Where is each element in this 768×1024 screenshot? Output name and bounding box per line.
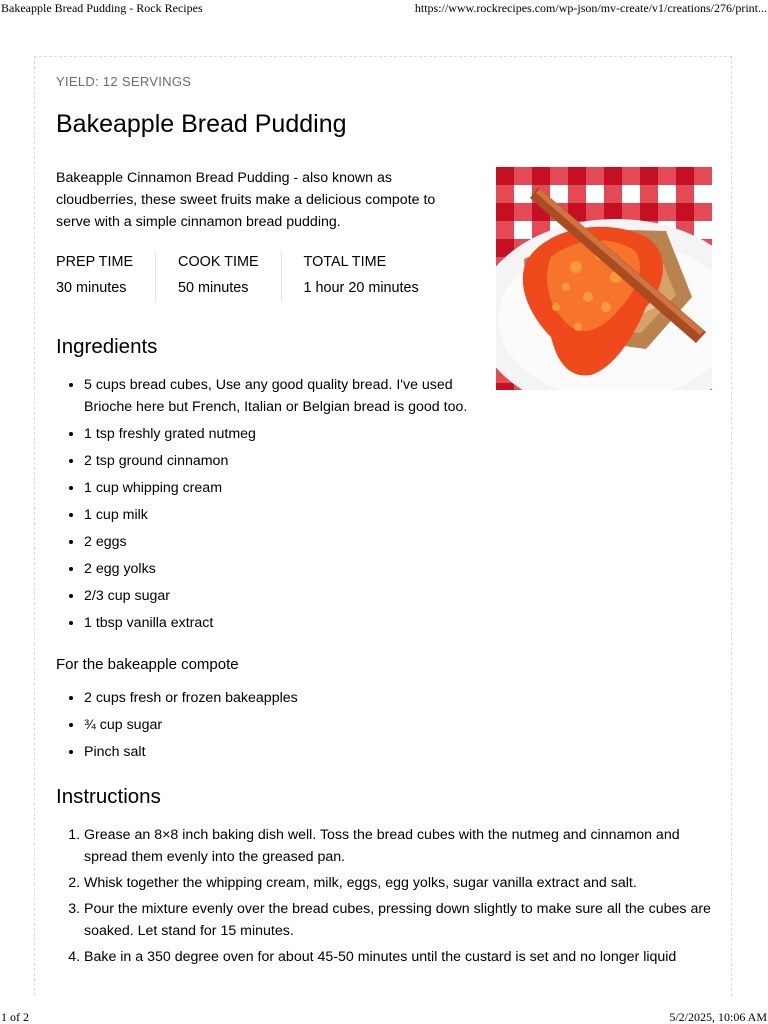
recipe-title: Bakeapple Bread Pudding: [56, 110, 347, 138]
ingredient-item: • 2 tsp ground cinnamon: [84, 450, 504, 472]
ingredient-item: • 1 cup whipping cream: [84, 477, 504, 499]
ingredients-heading: Ingredients: [56, 335, 158, 358]
compote-ingredients-list: [56, 687, 504, 768]
ingredient-item: • 2 eggs: [84, 531, 504, 553]
recipe-image: [496, 167, 712, 390]
compote-ingredient-item: • 2 cups fresh or frozen bakeapples: [84, 687, 504, 709]
instruction-step: 4. Bake in a 350 degree oven for about 45-50 minutes until the custard is set and no longer liquid: [84, 946, 712, 968]
ingredient-item: • 1 tbsp vanilla extract: [84, 612, 504, 634]
total-time-label: TOTAL TIME: [303, 254, 387, 270]
compote-ingredient-item: • ¾ cup sugar: [84, 714, 504, 736]
instruction-step: 1. Grease an 8×8 inch baking dish well. Toss the bread cubes with the nutmeg and cinnamon and spread them evenly into the greased pan.: [84, 824, 712, 868]
total-time-value: 1 hour 20 minutes: [303, 280, 419, 296]
print-footer: [0, 1010, 768, 1024]
instructions-heading: Instructions: [56, 785, 161, 808]
prep-time-value: 30 minutes: [56, 280, 127, 296]
ingredient-item: • 1 tsp freshly grated nutmeg: [84, 423, 504, 445]
prep-time-label: PREP TIME: [56, 254, 134, 270]
recipe-yield: [56, 74, 191, 89]
print-header: [0, 1, 768, 16]
ingredients-list: [56, 374, 504, 639]
prep-time: [56, 252, 156, 302]
ingredient-item: • 5 cups bread cubes, Use any good quality bread. I've used Brioche here but French, Italian or Belgian bread is good too.: [84, 374, 504, 418]
compote-ingredient-item: • Pinch salt: [84, 741, 504, 763]
compote-heading: For the bakeapple compote: [56, 656, 239, 673]
ingredient-item: • 2 egg yolks: [84, 558, 504, 580]
cook-time: [178, 252, 282, 302]
print-header-url: https://www.rockrecipes.com/wp-json/mv-create/v1/creations/276/print...: [414, 1, 767, 15]
total-time: [304, 252, 419, 302]
print-page-counter: 1 of 2: [1, 1010, 29, 1024]
instructions-list: [56, 824, 712, 972]
yield-value: 12 SERVINGS: [102, 74, 192, 89]
print-date: 5/2/2025, 10:06 AM: [669, 1010, 767, 1024]
recipe-summary: Bakeapple Cinnamon Bread Pudding - also known as cloudberries, these sweet fruits make a delicious compote to serve with a simple cinnamon bread pudding.: [56, 170, 436, 230]
cook-time-label: COOK TIME: [178, 254, 259, 270]
recipe-times: [56, 252, 419, 302]
ingredient-item: • 1 cup milk: [84, 504, 504, 526]
ingredient-item: • 2/3 cup sugar: [84, 585, 504, 607]
cook-time-value: 50 minutes: [178, 280, 249, 296]
instruction-step: 2. Whisk together the whipping cream, milk, eggs, egg yolks, sugar vanilla extract and salt.: [84, 872, 712, 894]
print-header-title: Bakeapple Bread Pudding - Rock Recipes: [1, 1, 203, 15]
instruction-step: 3. Pour the mixture evenly over the bread cubes, pressing down slightly to make sure all the cubes are soaked. Let stand for 15 minutes.: [84, 898, 712, 942]
yield-label: YIELD:: [56, 74, 99, 89]
